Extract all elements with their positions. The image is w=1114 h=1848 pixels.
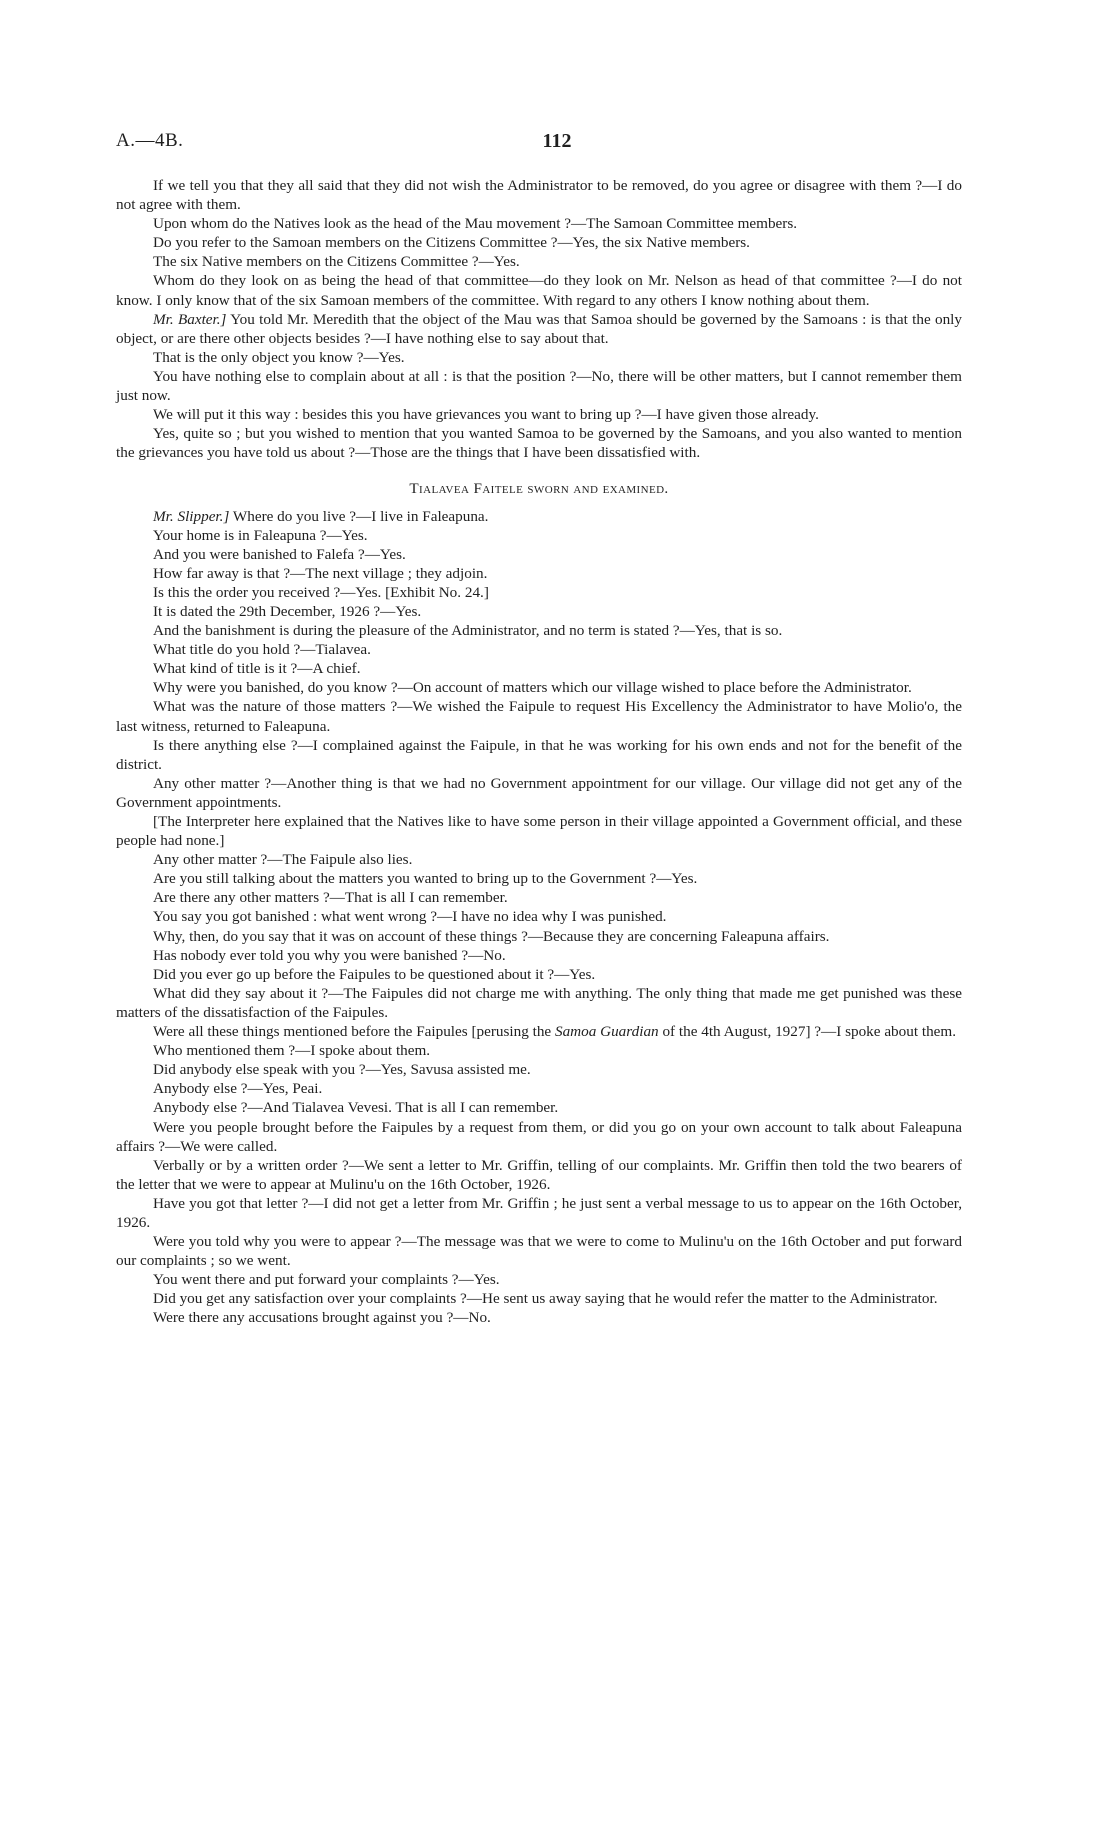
speaker-name: Mr. Slipper.] xyxy=(153,507,230,525)
paragraph: How far away is that ?—The next village ; they adjoin. xyxy=(153,564,488,582)
paragraph-text: You told Mr. Meredith that the object of the Mau was that Samoa should be governed by the Samoans : is that the only object, or are there other objects besides ?—I have nothing else to say about that. xyxy=(116,310,962,347)
paragraph-text: Where do you live ?—I live in Faleapuna. xyxy=(229,507,489,525)
paragraph-text: Were all these things mentioned before the Faipules [perusing the xyxy=(153,1023,555,1041)
paragraph: Anybody else ?—And Tialavea Vevesi. That is all I can remember. xyxy=(153,1099,559,1117)
paragraph: Is there anything else ?—I complained against the Faipule, in that he was working for his own ends and not for the benefit of the district. xyxy=(116,736,962,773)
paragraph: Were you people brought before the Faipules by a request from them, or did you go on your own account to talk about Faleapuna affairs ?—We were called. xyxy=(116,1118,962,1155)
paragraph: Were there any accusations brought against you ?—No. xyxy=(153,1309,491,1327)
paragraph: Is this the order you received ?—Yes. [Exhibit No. 24.] xyxy=(153,583,489,601)
paragraph: Any other matter ?—The Faipule also lies. xyxy=(153,851,413,869)
paragraph: Anybody else ?—Yes, Peai. xyxy=(153,1080,323,1098)
paragraph: The six Native members on the Citizens Committee ?—Yes. xyxy=(153,253,520,271)
paragraph: What title do you hold ?—Tialavea. xyxy=(153,641,371,659)
paragraph: It is dated the 29th December, 1926 ?—Yes. xyxy=(153,602,422,620)
document-body xyxy=(116,176,962,1328)
paragraph: Why, then, do you say that it was on account of these things ?—Because they are concerning Faleapuna affairs. xyxy=(153,927,830,945)
paragraph xyxy=(116,507,962,526)
paragraph: You say you got banished : what went wrong ?—I have no idea why I was punished. xyxy=(153,908,667,926)
paragraph: Who mentioned them ?—I spoke about them. xyxy=(153,1042,431,1060)
paragraph: Did you get any satisfaction over your complaints ?—He sent us away saying that he would refer the matter to the Administrator. xyxy=(153,1290,938,1308)
paragraph: Do you refer to the Samoan members on the Citizens Committee ?—Yes, the six Native members. xyxy=(153,234,750,252)
paragraph: And the banishment is during the pleasure of the Administrator, and no term is stated ?—Yes, that is so. xyxy=(153,622,783,640)
paragraph: You went there and put forward your complaints ?—Yes. xyxy=(153,1271,500,1289)
paragraph: Did you ever go up before the Faipules to be questioned about it ?—Yes. xyxy=(153,965,596,983)
paragraph: If we tell you that they all said that they did not wish the Administrator to be removed, do you agree or disagree with them ?—I do not agree with them. xyxy=(116,177,962,214)
paragraph: Upon whom do the Natives look as the head of the Mau movement ?—The Samoan Committee members. xyxy=(153,215,798,233)
newspaper-title: Samoa Guardian xyxy=(554,1023,659,1041)
paragraph xyxy=(116,310,962,348)
paragraph: And you were banished to Falefa ?—Yes. xyxy=(153,545,406,563)
paragraph: What did they say about it ?—The Faipules did not charge me with anything. The only thing that made me get punished was these matters of the dissatisfaction of the Faipules. xyxy=(116,984,962,1021)
paragraph: Did anybody else speak with you ?—Yes, Savusa assisted me. xyxy=(153,1061,531,1079)
paragraph: Have you got that letter ?—I did not get a letter from Mr. Griffin ; he just sent a verbal message to us to appear on the 16th October, 1926. xyxy=(116,1194,962,1231)
page-number: 112 xyxy=(542,130,572,152)
paragraph: Whom do they look on as being the head of that committee—do they look on Mr. Nelson as head of that committee ?—I do not know. I only know that of the six Samoan members of the committee. With regard to any others I know nothing about them. xyxy=(116,272,962,309)
paragraph: You have nothing else to complain about at all : is that the position ?—No, there will be other matters, but I cannot remember them just now. xyxy=(116,367,962,405)
page-header xyxy=(116,130,998,160)
paragraph: Why were you banished, do you know ?—On account of matters which our village wished to place before the Administrator. xyxy=(153,679,912,697)
paragraph: Are you still talking about the matters you wanted to bring up to the Government ?—Yes. xyxy=(153,870,698,888)
paragraph xyxy=(116,1022,962,1041)
paragraph: We will put it this way : besides this you have grievances you want to bring up ?—I have given those already. xyxy=(153,406,819,424)
paragraph: Has nobody ever told you why you were banished ?—No. xyxy=(153,946,506,964)
paragraph: Are there any other matters ?—That is all I can remember. xyxy=(153,889,508,907)
paragraph: Yes, quite so ; but you wished to mention that you wanted Samoa to be governed by the Samoans, and you also wanted to mention the grievances you have told us about ?—Those are the things that I have been dissatisfied with. xyxy=(116,425,962,462)
paragraph-text: of the 4th August, 1927] ?—I spoke about them. xyxy=(658,1023,957,1041)
paragraph: Were you told why you were to appear ?—The message was that we were to come to Mulinu'u on the 16th October and put forward our complaints ; so we went. xyxy=(116,1233,962,1270)
paragraph: What kind of title is it ?—A chief. xyxy=(153,660,361,678)
paragraph: [The Interpreter here explained that the Natives like to have some person in their village appointed a Government official, and these people had none.] xyxy=(116,813,962,850)
paragraph: That is the only object you know ?—Yes. xyxy=(153,348,405,366)
document-reference: A.—4B. xyxy=(116,130,184,151)
paragraph: Verbally or by a written order ?—We sent a letter to Mr. Griffin, telling of our complaints. Mr. Griffin then told the two bearers of the letter that we were to appear at Mulinu'u on the 16th October, 1926. xyxy=(116,1156,962,1193)
paragraph: Any other matter ?—Another thing is that we had no Government appointment for our village. Our village did not get any of the Government appointments. xyxy=(116,774,962,811)
speaker-name: Mr. Baxter.] xyxy=(153,310,227,328)
paragraph: What was the nature of those matters ?—We wished the Faipule to request His Excellency the Administrator to have Molio'o, the last witness, returned to Faleapuna. xyxy=(116,698,962,735)
section-heading: Tialavea Faitele sworn and examined. xyxy=(409,480,669,498)
paragraph: Your home is in Faleapuna ?—Yes. xyxy=(153,526,368,544)
